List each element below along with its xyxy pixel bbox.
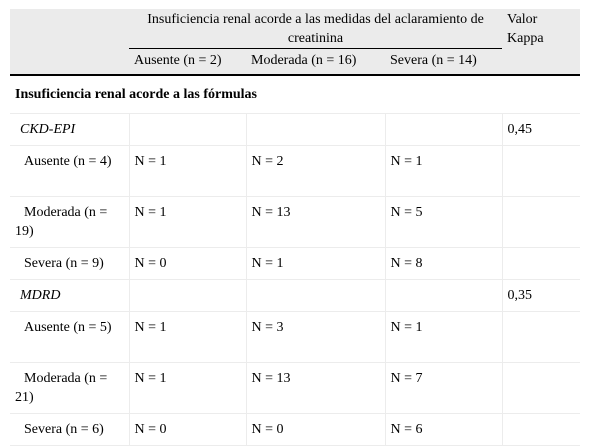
empty-cell xyxy=(129,280,246,312)
row-label: Ausente (n = 4) xyxy=(10,146,129,197)
empty-cell xyxy=(502,146,580,197)
kappa-header: Valor Kappa xyxy=(502,9,580,75)
formula-name: CKD-EPI xyxy=(10,114,129,146)
table-cell: N = 1 xyxy=(246,248,385,280)
table-row xyxy=(10,312,580,363)
empty-cell xyxy=(246,114,385,146)
table-cell: N = 1 xyxy=(385,312,502,363)
table-cell: N = 0 xyxy=(129,248,246,280)
column-header-moderada: Moderada (n = 16) xyxy=(246,49,385,76)
empty-cell xyxy=(385,280,502,312)
formula-name: MDRD xyxy=(10,280,129,312)
table-cell: N = 3 xyxy=(246,312,385,363)
section-title: Insuficiencia renal acorde a las fórmulas xyxy=(10,75,580,114)
formula-row-ckd-epi xyxy=(10,114,580,146)
table-cell: N = 13 xyxy=(246,197,385,248)
empty-cell xyxy=(246,280,385,312)
empty-cell xyxy=(502,197,580,248)
table-cell: N = 6 xyxy=(385,414,502,446)
table-row xyxy=(10,248,580,280)
table-cell: N = 2 xyxy=(246,146,385,197)
table-cell: N = 8 xyxy=(385,248,502,280)
table-cell: N = 1 xyxy=(129,312,246,363)
table-cell: N = 1 xyxy=(129,197,246,248)
empty-cell xyxy=(385,114,502,146)
section-row xyxy=(10,75,580,114)
table-row xyxy=(10,363,580,414)
kappa-agreement-table xyxy=(10,9,580,446)
empty-cell xyxy=(502,312,580,363)
table-cell: N = 7 xyxy=(385,363,502,414)
column-header-severa: Severa (n = 14) xyxy=(385,49,502,76)
table-cell: N = 1 xyxy=(385,146,502,197)
empty-cell xyxy=(502,363,580,414)
table-cell: N = 1 xyxy=(129,363,246,414)
clearance-group-header: Insuficiencia renal acorde a las medidas del aclaramiento de creatinina xyxy=(129,9,502,49)
row-label: Moderada (n = 21) xyxy=(10,363,129,414)
row-label: Moderada (n = 19) xyxy=(10,197,129,248)
row-label: Ausente (n = 5) xyxy=(10,312,129,363)
empty-cell xyxy=(129,114,246,146)
header-blank-cell xyxy=(10,9,129,75)
row-label: Severa (n = 6) xyxy=(10,414,129,446)
table-cell: N = 0 xyxy=(129,414,246,446)
table-cell: N = 13 xyxy=(246,363,385,414)
row-label: Severa (n = 9) xyxy=(10,248,129,280)
table-cell: N = 5 xyxy=(385,197,502,248)
kappa-value: 0,35 xyxy=(502,280,580,312)
column-header-ausente: Ausente (n = 2) xyxy=(129,49,246,76)
table-row xyxy=(10,146,580,197)
header-row-1 xyxy=(10,9,580,49)
table-cell: N = 1 xyxy=(129,146,246,197)
empty-cell xyxy=(502,248,580,280)
table-cell: N = 0 xyxy=(246,414,385,446)
formula-row-mdrd xyxy=(10,280,580,312)
kappa-value: 0,45 xyxy=(502,114,580,146)
table-row xyxy=(10,197,580,248)
